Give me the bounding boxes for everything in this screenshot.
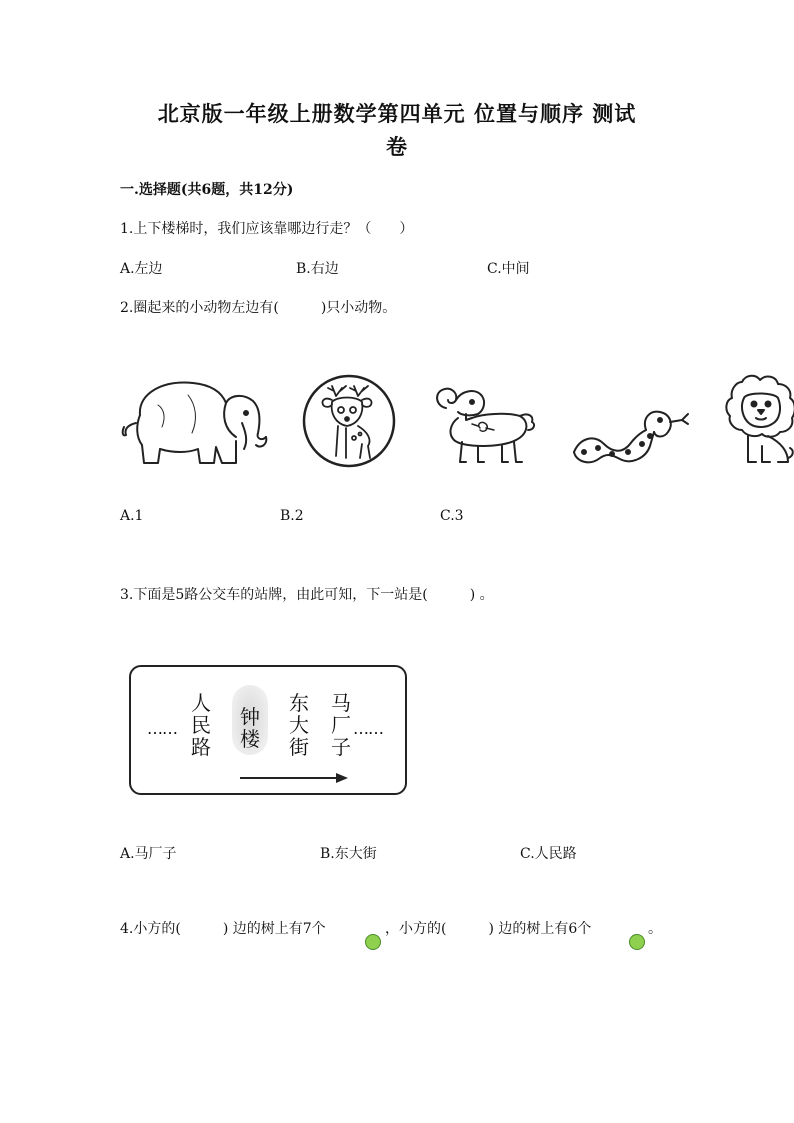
q3-option-a: A.马厂子 xyxy=(120,846,177,862)
q3-option-b: B.东大街 xyxy=(320,846,377,862)
sign-left-dots: …… xyxy=(147,719,177,738)
q2-option-a: A.1 xyxy=(120,508,144,524)
elephant-icon xyxy=(118,375,270,470)
stop-machangzi: 马厂子 xyxy=(331,691,351,759)
sheep-icon xyxy=(432,378,538,468)
stop-renmin-road: 人民路 xyxy=(191,691,211,759)
q2-option-c: C.3 xyxy=(440,508,464,524)
q2-option-b: B.2 xyxy=(280,508,304,524)
sign-right-dots: …… xyxy=(353,719,383,738)
page-title-continued: 卷 xyxy=(386,134,408,159)
q3-option-c: C.人民路 xyxy=(520,846,577,862)
green-ball-icon xyxy=(629,934,645,950)
question-2: 2.圈起来的小动物左边有( )只小动物。 xyxy=(120,300,397,316)
q1-option-a: A.左边 xyxy=(120,261,163,277)
question-4-part2: ，小方的( ) 边的树上有6个 xyxy=(385,921,592,937)
green-ball-icon xyxy=(365,934,381,950)
direction-arrow xyxy=(238,772,350,784)
question-4-part1: 4.小方的( ) 边的树上有7个 xyxy=(120,921,326,937)
section-heading: 一.选择题(共6题，共12分) xyxy=(120,182,294,198)
lion-icon xyxy=(722,372,794,468)
question-3: 3.下面是5路公交车的站牌，由此可知，下一站是( ) 。 xyxy=(120,587,494,603)
q1-option-b: B.右边 xyxy=(296,261,339,277)
question-1: 1.上下楼梯时，我们应该靠哪边行走？（ ） xyxy=(120,221,414,237)
page-title: 北京版一年级上册数学第四单元 位置与顺序 测试 xyxy=(157,101,637,126)
stop-bell-tower: 钟楼 xyxy=(240,705,260,751)
q1-option-c: C.中间 xyxy=(487,261,530,277)
question-4-part3: 。 xyxy=(648,921,662,937)
snake-icon xyxy=(570,408,692,470)
circled-deer-icon xyxy=(302,374,396,468)
stop-dongdajie: 东大街 xyxy=(289,691,309,759)
